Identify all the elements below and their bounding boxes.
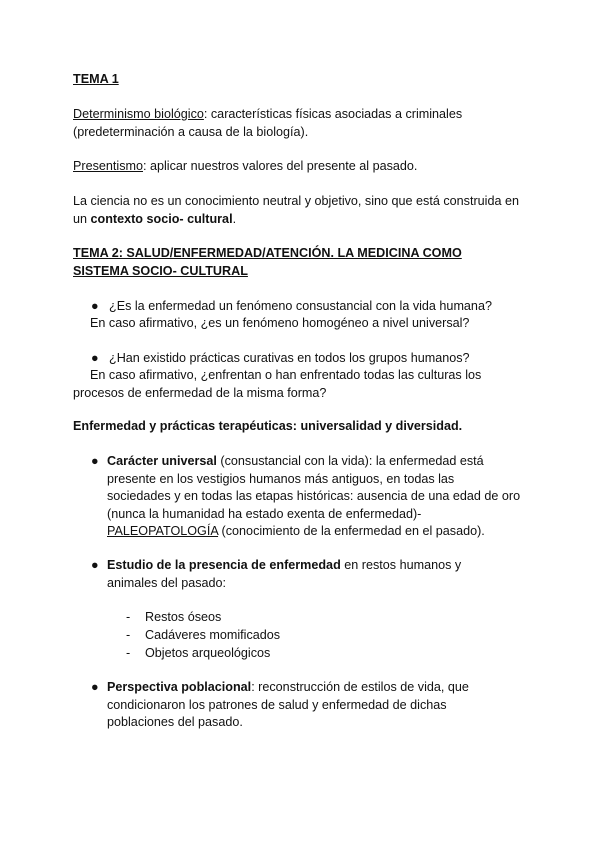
determinismo-term: Determinismo biológico bbox=[73, 107, 204, 121]
bullet-estudio bbox=[107, 557, 497, 592]
paleopatologia-term: PALEOPATOLOGÍA bbox=[107, 524, 219, 538]
question-1: ¿Es la enfermedad un fenómeno consustancial con la vida humana? bbox=[109, 299, 492, 313]
determinismo-paragraph bbox=[73, 106, 533, 141]
dash-icon: - bbox=[126, 628, 131, 642]
b1-end: (conocimiento de la enfermedad en el pasado). bbox=[218, 524, 485, 538]
dash-icon: - bbox=[126, 610, 131, 624]
b2-bold: Estudio de la presencia de enfermedad bbox=[107, 558, 341, 572]
sub-item: Restos óseos bbox=[145, 610, 222, 624]
dash-icon: - bbox=[126, 646, 131, 660]
question-2: ¿Han existido prácticas curativas en todos los grupos humanos? bbox=[109, 351, 470, 365]
b3-bold: Perspectiva poblacional bbox=[107, 680, 252, 694]
sub-item: Objetos arqueológicos bbox=[145, 646, 271, 660]
b2-text: en restos humanos y animales del pasado: bbox=[107, 558, 462, 590]
tema2-title-line2: SISTEMA SOCIO- CULTURAL bbox=[73, 263, 248, 278]
presentismo-text: : aplicar nuestros valores del presente al pasado. bbox=[143, 159, 418, 173]
bullet-icon: ● bbox=[91, 558, 99, 572]
tema1-title: TEMA 1 bbox=[73, 72, 119, 86]
ciencia-end: . bbox=[232, 211, 237, 226]
determinismo-text: : características físicas asociadas a criminales (predeterminación a causa de la biología). bbox=[73, 107, 463, 139]
sub-item: Cadáveres momificados bbox=[145, 628, 281, 642]
presentismo-term: Presentismo bbox=[73, 159, 143, 173]
b1-text: (consustancial con la vida): la enfermedad está presente en los vestigios humanos más antiguos, en todas las sociedades y en todas las etapas históricas: ausencia de una edad de oro (nunca la humanidad ha estado exenta de enfermedad)- bbox=[107, 454, 521, 521]
presentismo-paragraph bbox=[73, 158, 533, 176]
section-heading: Enfermedad y prácticas terapéuticas: universalidad y diversidad. bbox=[73, 419, 463, 433]
ciencia-bold: contexto socio- cultural bbox=[90, 211, 233, 226]
tema2-title-line1: TEMA 2: SALUD/ENFERMEDAD/ATENCIÓN. LA MEDICINA COMO bbox=[73, 246, 462, 260]
b1-bold: Carácter universal bbox=[107, 454, 217, 468]
bullet-caracter-universal bbox=[107, 453, 521, 541]
b3-text: : reconstrucción de estilos de vida, que condicionaron los patrones de salud y enfermedad de dichas poblaciones del pasado. bbox=[107, 680, 469, 729]
question-2-follow: En caso afirmativo, ¿enfrentan o han enfrentado todas las culturas los procesos de enfermedad de la misma forma? bbox=[73, 368, 482, 400]
bullet-icon: ● bbox=[91, 351, 99, 365]
ciencia-paragraph bbox=[73, 193, 533, 228]
tema2-title bbox=[73, 245, 533, 280]
question-1-follow: En caso afirmativo, ¿es un fenómeno homogéneo a nivel universal? bbox=[90, 316, 470, 330]
bullet-icon: ● bbox=[91, 454, 99, 468]
bullet-perspectiva bbox=[107, 679, 507, 732]
bullet-icon: ● bbox=[91, 680, 99, 694]
bullet-icon: ● bbox=[91, 299, 99, 313]
ciencia-text: La ciencia no es un conocimiento neutral y objetivo, sino que está construida en un bbox=[73, 194, 519, 226]
